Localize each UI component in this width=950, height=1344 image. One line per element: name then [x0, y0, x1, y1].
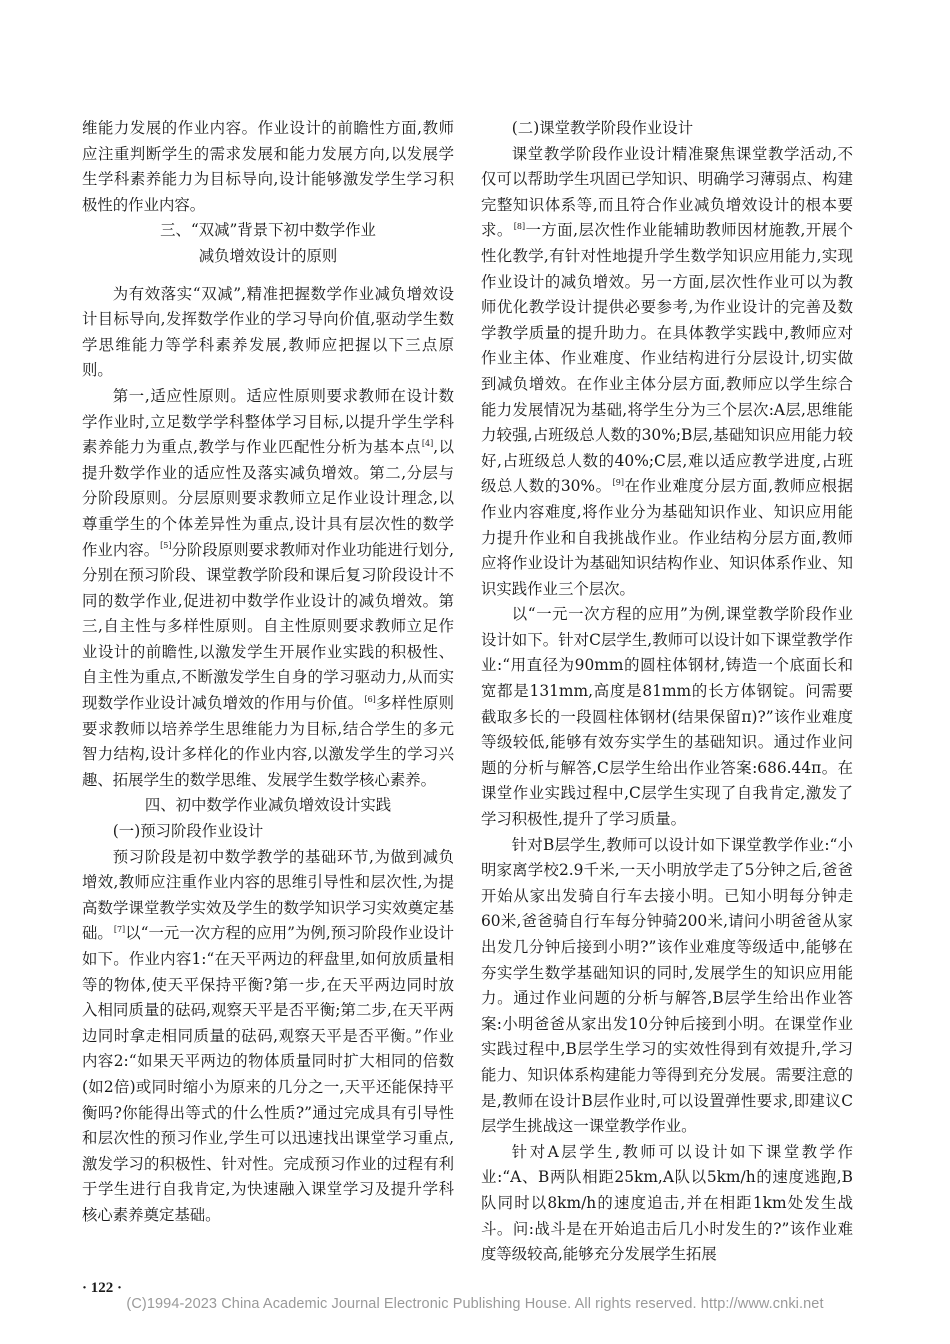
paragraph-a-layer: 针对A层学生,教师可以设计如下课堂教学作业:“A、B两队相距25km,A队以5km/h的速度逃跑,B队同时以8km/h的速度追击,并在相距1km处发生战斗。问:战斗是在开始追击后几小时发生的?”该作业难度等级较高,能够充分发展学生拓展 [481, 1142, 853, 1264]
citation-8: [8] [513, 222, 526, 232]
section-heading-3-line2: 减负增效设计的原则 [198, 246, 338, 265]
paragraph-principles-intro: 为有效落实“双减”,精准把握数学作业减负增效设计目标导向,发挥数学作业的学习导向价值,驱动学生数学思维能力等学科素养发展,教师应把握以下三点原则。 [82, 284, 454, 380]
citation-7: [7] [113, 925, 126, 935]
paragraph-b-layer: 针对B层学生,教师可以设计如下课堂教学作业:“小明家离学校2.9千米,一天小明放学走了5分钟之后,爸爸开始从家出发骑自行车去接小明。已知小明每分钟走60米,爸爸骑自行车每分钟骑200米,请问小明爸爸从家出发几分钟后接到小明?”该作业难度等级适中,能够在夯实学生数学基础知识的同时,发展学生的知识应用能力。通过作业问题的分析与解答,B层学生给出作业答案:小明爸爸从家出发10分钟后接到小明。在课堂作业实践过程中,B层学生学习的实效性得到有效提升,学习能力、知识体系构建能力等得到充分发展。需要注意的是,教师在设计B层作业时,可以设置弹性要求,即建议C层学生挑战这一课堂教学作业。 [481, 835, 853, 1136]
citation-9: [9] [612, 478, 624, 488]
citation-5: [5] [160, 541, 172, 551]
paragraph-principles: 第一,适应性原则。适应性原则要求教师在设计数学作业时,立足数学学科整体学习目标,以提升学生学科素养能力为重点,教学与作业匹配性分析为基本点[4],以提升数学作业的适应性及落实减负增效。第二,分层与分阶段原则。分层原则要求教师立足作业设计理念,以尊重学生的个体差异性为重点,设计具有层次性的数学作业内容。[5]分阶段原则要求教师对作业功能进行划分,分别在预习阶段、课堂教学阶段和课后复习阶段设计不同的数学作业,促进初中数学作业设计的减负增效。第三,自主性与多样性原则。自主性原则要求教师立足作业设计的前瞻性,以激发学生开展作业实践的积极性、自主性为重点,不断激发学生自身的学习驱动力,从而实现数学作业设计减负增效的作用与价值。[6]多样性原则要求教师以培养学生思维能力为目标,结合学生的多元智力结构,设计多样化的作业内容,以激发学生的学习兴趣、拓展学生的数学思维、发展学生数学核心素养。 [82, 386, 454, 789]
section-heading-3-line1: 三、“双减”背景下初中数学作业 [160, 221, 376, 240]
section-heading-4: 四、初中数学作业减负增效设计实践 [144, 796, 392, 815]
paragraph-classroom-layers: 课堂教学阶段作业设计精准聚焦课堂教学活动,不仅可以帮助学生巩固已学知识、明确学习薄弱点、构建完整知识体系等,而且符合作业减负增效设计的根本要求。[8]一方面,层次性作业能辅助教师因材施教,开展个性化教学,有针对性地提升学生数学知识应用能力,实现作业设计的减负增效。另一方面,层次性作业可以为教师优化教学设计提供必要参考,为作业设计的完善及数学教学质量的提升助力。在具体教学实践中,教师应对作业主体、作业难度、作业结构进行分层设计,切实做到减负增效。在作业主体分层方面,教师应以学生综合能力发展情况为基础,将学生分为三个层次:A层,思维能力较强,占班级总人数的30%;B层,基础知识应用能力较好,占班级总人数的40%;C层,难以适应教学进度,占班级总人数的30%。[9]在作业难度分层方面,教师应根据作业内容难度,将作业分为基础知识作业、知识应用能力提升作业和自我挑战作业。作业结构分层方面,教师应将作业设计为基础知识结构作业、知识体系作业、知识实践作业三个层次。 [481, 144, 853, 598]
paragraph-intro: 维能力发展的作业内容。作业设计的前瞻性方面,教师应注重判断学生的需求发展和能力发展方向,以发展学生学科素养能力为目标导向,设计能够激发学生学习积极性的作业内容。 [82, 119, 454, 214]
subsection-heading-classroom: (二)课堂教学阶段作业设计 [511, 119, 694, 137]
citation-4: [4] [421, 439, 434, 448]
paragraph-preview: 预习阶段是初中数学教学的基础环节,为做到减负增效,教师应注重作业内容的思维引导性和层次性,为提高数学课堂教学实效及学生的数学知识学习实效奠定基础。[7]以“一元一次方程的应用”为例,预习阶段作业设计如下。作业内容1:“在天平两边的秤盘里,如何放质量相等的物体,使天平保持平衡?第一步,在天平两边同时放入相同质量的砝码,观察天平是否平衡;第二步,在天平两边同时拿走相同质量的砝码,观察天平是否平衡。”作业内容2:“如果天平两边的物体质量同时扩大相同的倍数(如2倍)或同时缩小为原来的几分之一,天平还能保持平衡吗?你能得出等式的什么性质?”通过完成具有引导性和层次性的预习作业,学生可以迅速找出课堂学习重点,激发学习的积极性、针对性。完成预习作业的过程有利于学生进行自我肯定,为快速融入课堂学习及提升学科核心素养奠定基础。 [82, 847, 454, 1224]
right-column [481, 116, 853, 1268]
page-number: · 122 · [82, 1280, 123, 1296]
citation-6: [6] [364, 694, 376, 704]
subsection-heading-preview: (一)预习阶段作业设计 [112, 822, 264, 841]
paragraph-c-layer: 以“一元一次方程的应用”为例,课堂教学阶段作业设计如下。针对C层学生,教师可以设计如下课堂教学作业:“用直径为90mm的圆柱体钢材,铸造一个底面长和宽都是131mm,高度是81mm的长方体钢锭。问需要截取多长的一段圆柱体钢材(结果保留π)?”该作业难度等级较低,能够有效夯实学生的基础知识。通过作业问题的分析与解答,C层学生给出作业答案:686.44π。在课堂作业实践过程中,C层学生实现了自我肯定,激发了学习积极性,提升了学习质量。 [481, 605, 853, 829]
copyright-footer: (C)1994-2023 China Academic Journal Electronic Publishing House. All rights reserved. http://www.cnki.net [126, 1296, 824, 1312]
left-column [82, 116, 454, 1229]
